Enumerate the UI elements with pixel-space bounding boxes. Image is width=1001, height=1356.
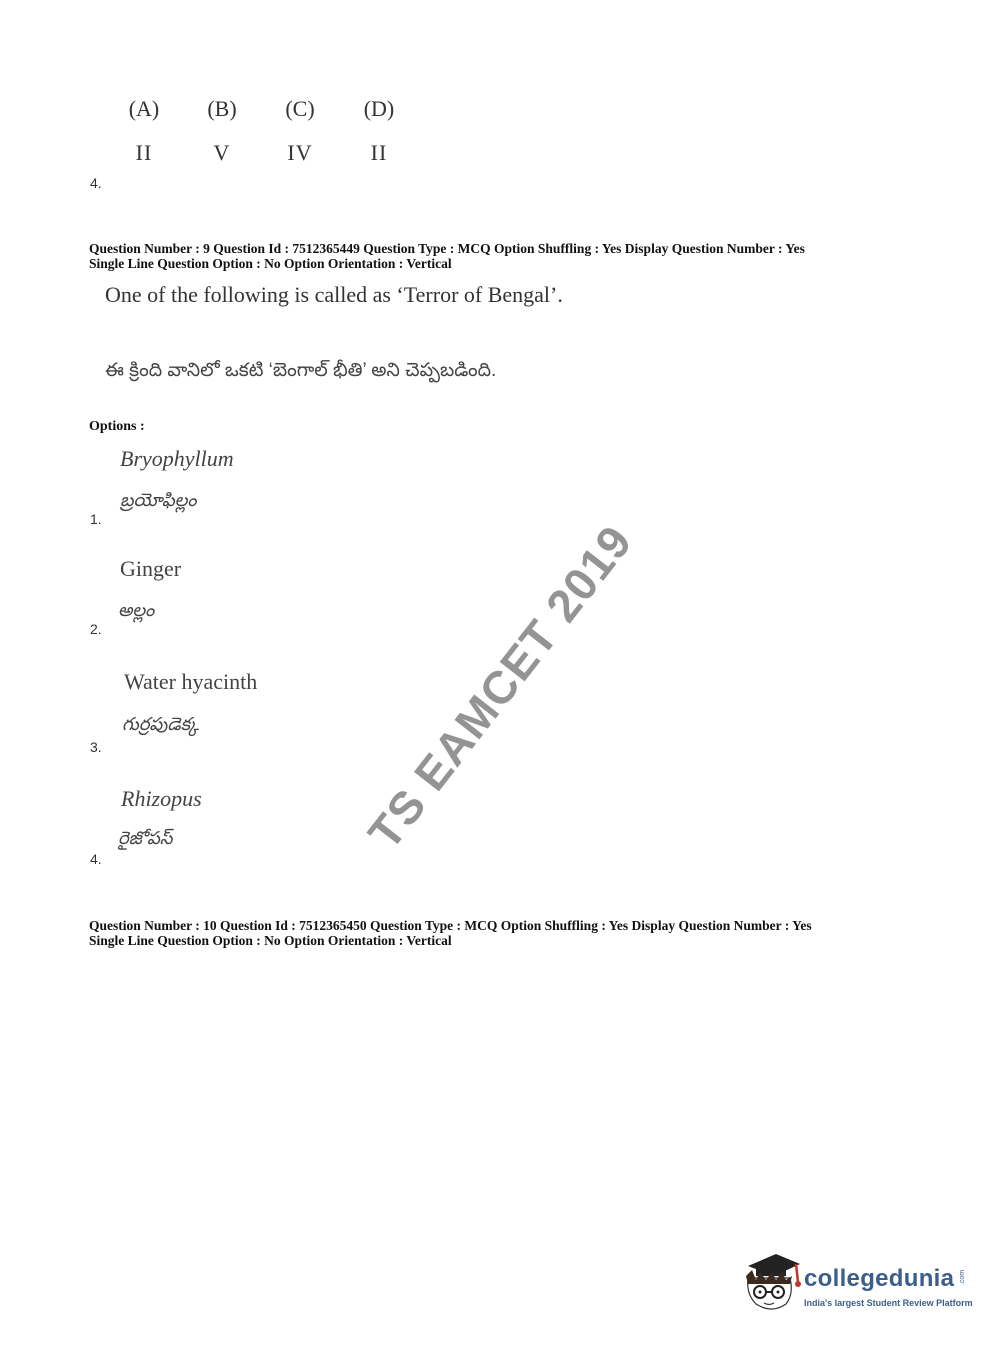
logo-suffix: .com <box>959 1269 967 1286</box>
option-2-number[interactable]: 2. <box>90 621 102 637</box>
question-text-english: One of the following is called as ‘Terror of Bengal’. <box>105 282 563 307</box>
column-header-c: (C) <box>285 96 315 121</box>
option-3-number[interactable]: 3. <box>90 739 102 755</box>
option-4-number[interactable]: 4. <box>90 851 102 867</box>
match-value-d: II <box>370 140 388 165</box>
option-4-telugu: రైజోపస్ <box>118 828 173 848</box>
question10-meta-line2: Single Line Question Option : No Option Orientation : Vertical <box>89 933 452 948</box>
option-1-number[interactable]: 1. <box>90 511 102 527</box>
match-value-b: V <box>213 140 231 165</box>
option-1-english: Bryophyllum <box>120 446 234 471</box>
collegedunia-logo <box>742 1248 972 1320</box>
logo-tagline: India's largest Student Review Platform <box>804 1298 973 1308</box>
column-header-b: (B) <box>207 96 237 121</box>
question10-meta-line1: Question Number : 10 Question Id : 7512365450 Question Type : MCQ Option Shuffling : Yes Display Question Number : Yes <box>89 918 812 933</box>
match-value-c: IV <box>287 140 313 165</box>
column-header-a: (A) <box>128 96 160 121</box>
option-4-english: Rhizopus <box>121 786 202 811</box>
option-2-english: Ginger <box>120 556 182 581</box>
option-3-telugu: గుర్రపుడెక్క <box>122 714 199 734</box>
option-number: 4. <box>90 175 102 191</box>
question-meta-line1: Question Number : 9 Question Id : 7512365449 Question Type : MCQ Option Shuffling : Yes Display Question Number : Yes <box>89 241 805 256</box>
logo-wordmark: collegedunia <box>804 1265 955 1292</box>
match-value-a: II <box>135 140 153 165</box>
option-2-telugu: అల్లం <box>118 600 155 620</box>
options-label: Options : <box>89 419 145 434</box>
question-meta-line2: Single Line Question Option : No Option Orientation : Vertical <box>89 256 452 271</box>
option-1-telugu: బ్రయోఫిల్లం <box>120 490 197 510</box>
question-text-telugu: ఈ క్రింది వానిలో ఒకటి ‘బెంగాల్ భీతి’ అని చెప్పబడింది. <box>105 360 497 381</box>
watermark: TS EAMCET 2019 <box>357 515 643 859</box>
column-header-d: (D) <box>363 96 395 121</box>
option-3-english: Water hyacinth <box>124 669 258 694</box>
mascot-icon <box>742 1248 802 1316</box>
